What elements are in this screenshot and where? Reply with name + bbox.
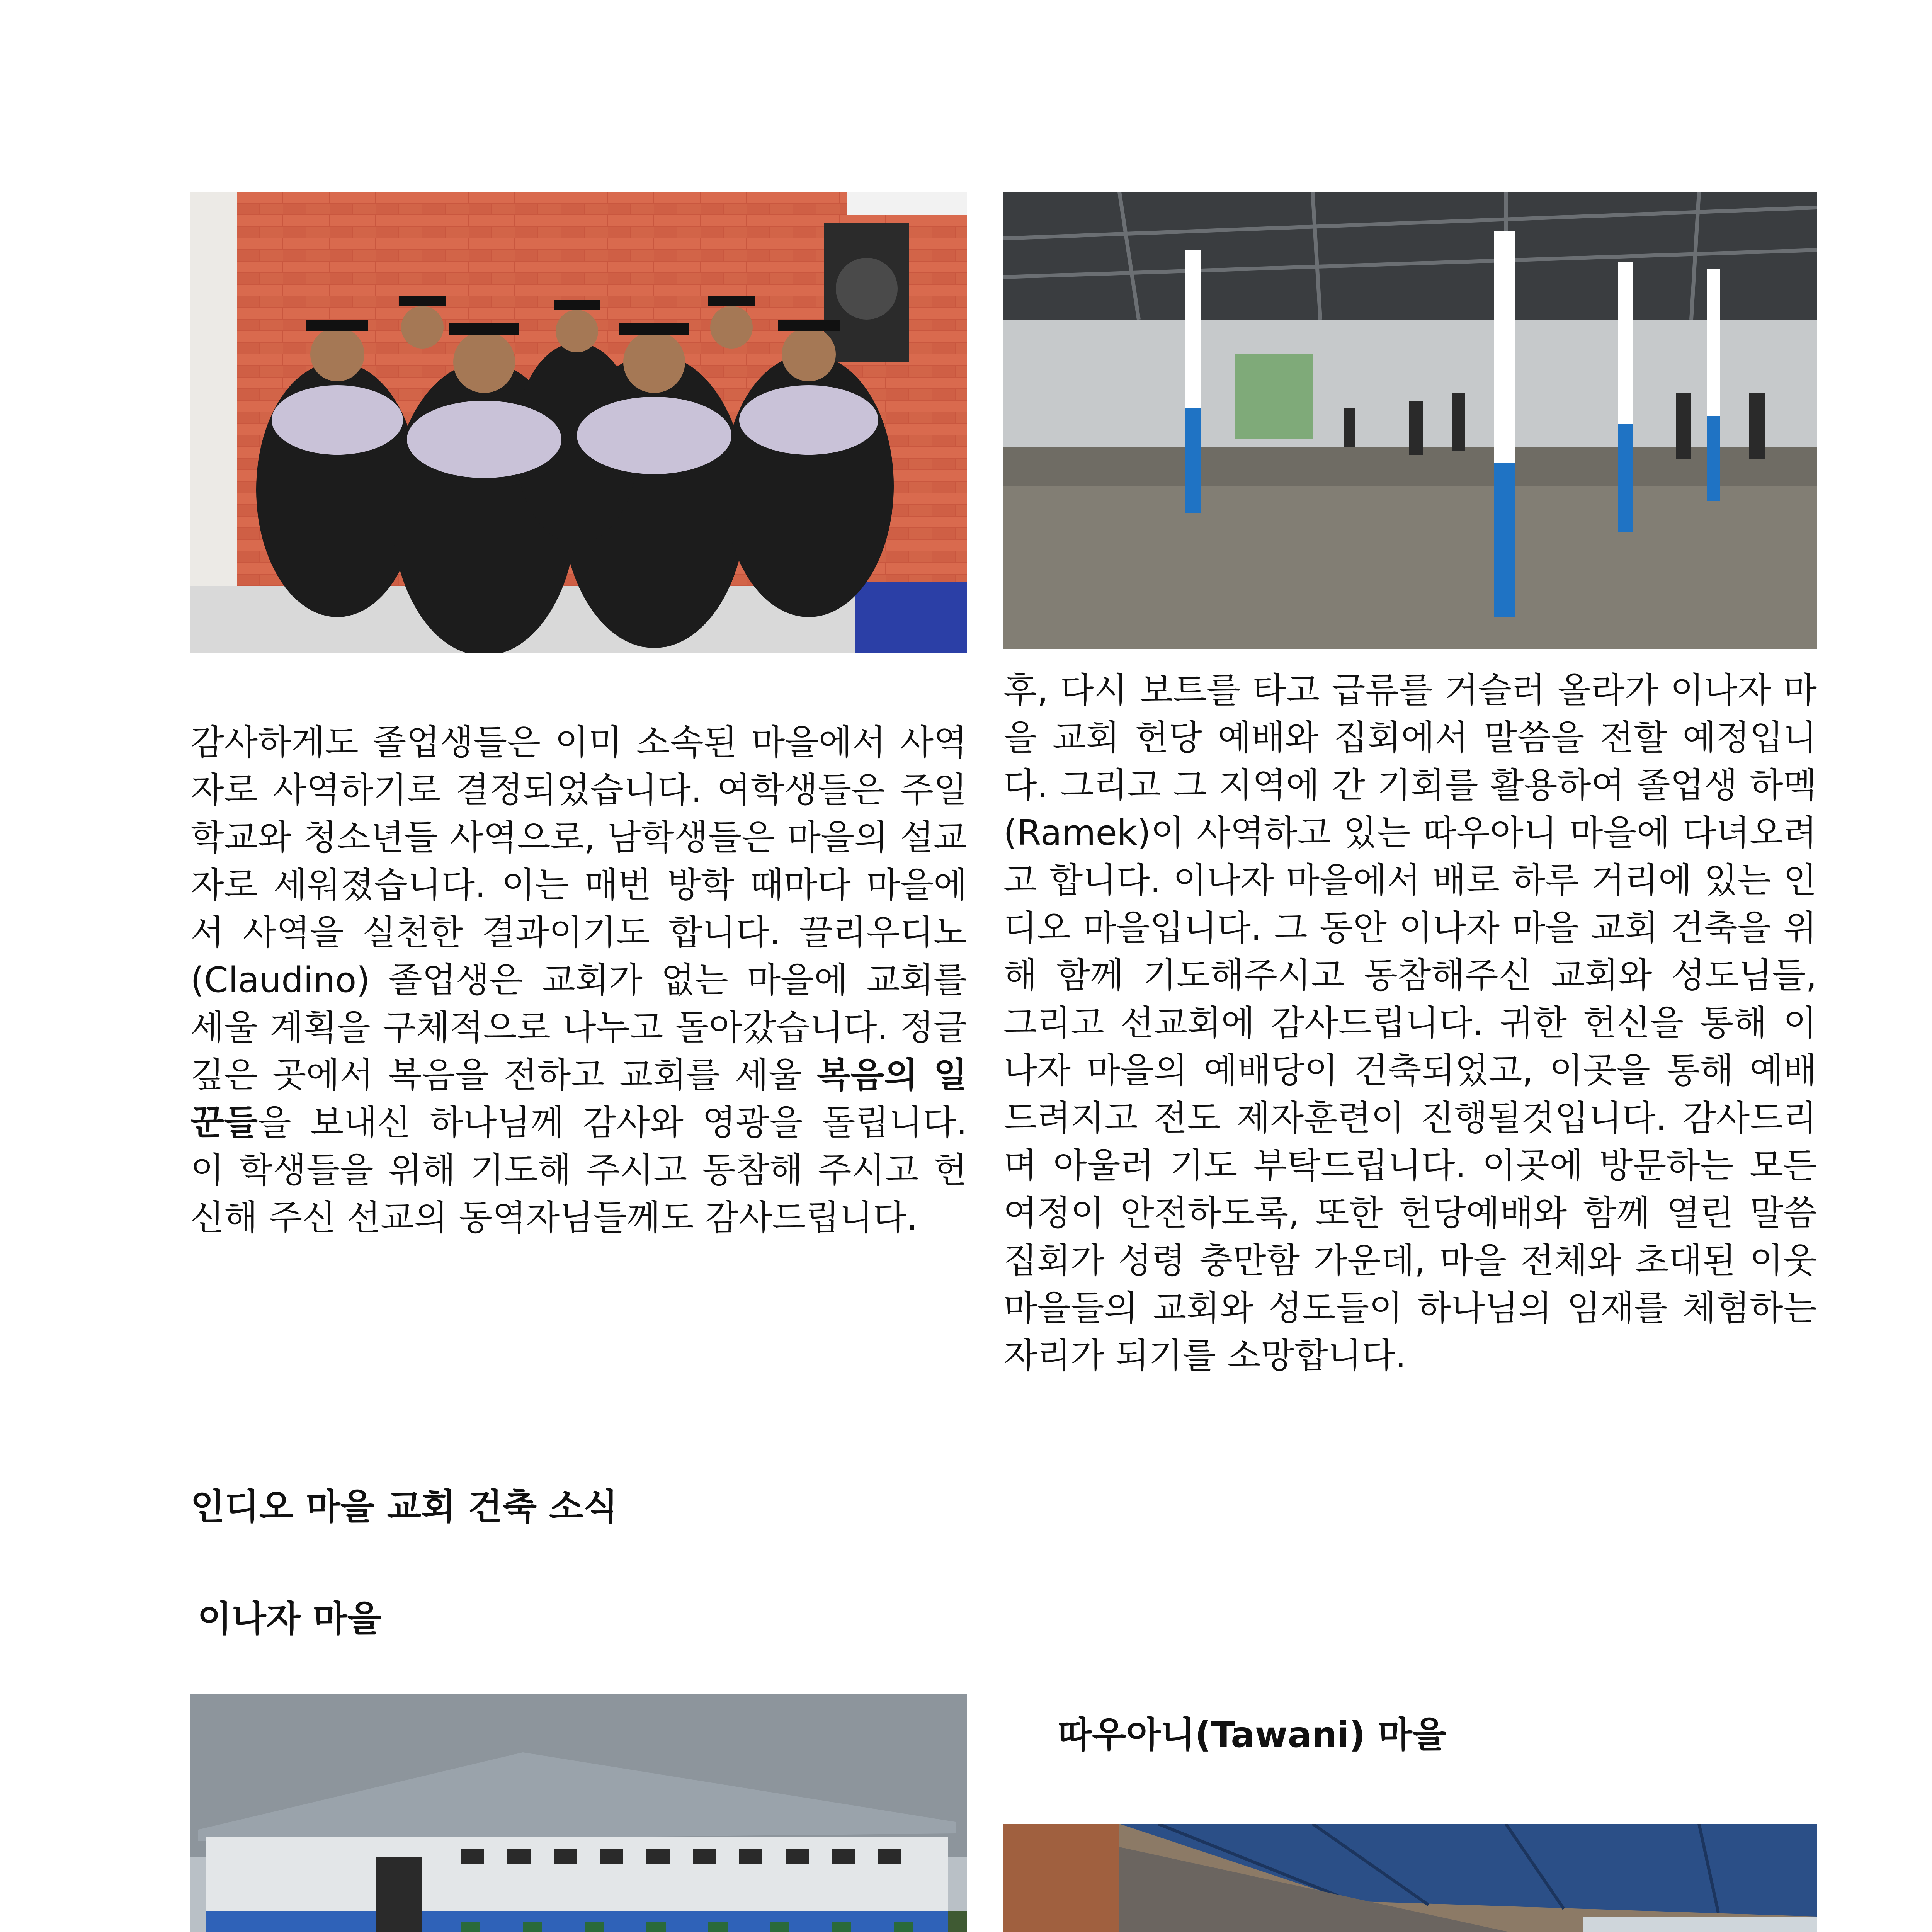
graduates-photo: [190, 192, 967, 653]
church-building-photo: [190, 1694, 967, 1932]
graduates-paragraph: 감사하게도 졸업생들은 이미 소속된 마을에서 사역자로 사역하기로 결정되었습니다. 여학생들은 주일학교와 청소년들 사역으로, 남학생들은 마을의 설교자로 세워졌습니다. 이는 매번 방학 때마다 마을에서 사역을 실천한 결과이기도 합니다. 끌리우디노(Claudino) 졸업생은 교회가 없는 마을에 교회를 세울 계획을 구체적으로 나누고 돌아갔습니다. 정글 깊은 곳에서 복음을 전하고 교회를 세울 복음의 일꾼들을 보내신 하나님께 감사와 영광을 돌립니다. 이 학생들을 위해 기도해 주시고 동참해 주시고 헌신해 주신 선교의 동역자님들께도 감사드립니다.: [190, 722, 967, 1238]
hall-interior-photo: [1003, 192, 1817, 649]
inaja-village-heading: 이나자 마을: [197, 1598, 382, 1639]
tawani-village-heading: 따우아니(Tawani) 마을: [1058, 1714, 1447, 1755]
journey-paragraph: 후, 다시 보트를 타고 급류를 거슬러 올라가 이나자 마을 교회 헌당 예배와 집회에서 말씀을 전할 예정입니다. 그리고 그 지역에 간 기회를 활용하여 졸업생 하멕(Ramek)이 사역하고 있는 따우아니 마을에 다녀오려고 합니다. 이나자 마을에서 배로 하루 거리에 있는 인디오 마을입니다. 그 동안 이나자 마을 교회 건축을 위해 함께 기도해주시고 동참해주신 교회와 성도님들, 그리고 선교회에 감사드립니다. 귀한 헌신을 통해 이나자 마을의 예배당이 건축되었고, 이곳을 통해 예배 드려지고 전도 제자훈련이 진행될것입니다. 감사드리며 아울러 기도 부탁드립니다. 이곳에 방문하는 모든 여정이 안전하도록, 또한 헌당예배와 함께 열린 말씀 집회가 성령 충만함 가운데, 마을 전체와 초대된 이웃마을들의 교회와 성도들이 하나님의 임재를 체험하는 자리가 되기를 소망합니다.: [1003, 670, 1817, 1376]
tawani-construction-photo: [1003, 1824, 1817, 1932]
construction-news-heading: 인디오 마을 교회 건축 소식: [190, 1486, 618, 1527]
gospel-workers-bold: 복음의 일꾼들: [190, 1055, 967, 1143]
